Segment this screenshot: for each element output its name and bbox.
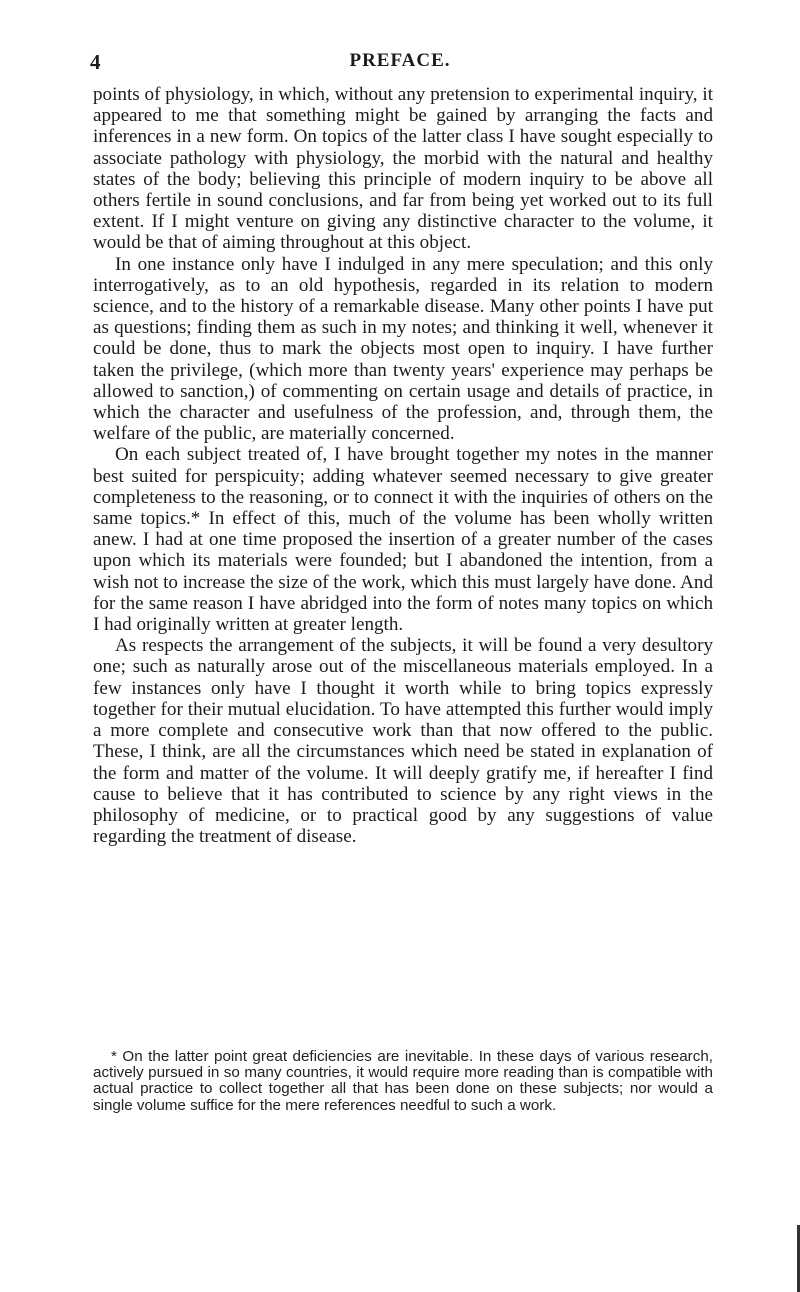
paragraph-4: As respects the arrangement of the subjects, it will be found a very desultory one; such as naturally arose out of the miscellaneous materials employed. In a few instances only have I thought it worth while to bring topics expressly together for their mutual elucidation. To have attempted this further would imply a more complete and consecutive work than that now offered to the public. These, I think, are all the circumstances which need be stated in explanation of the form and matter of the volume. It will deeply gratify me, if hereafter I find cause to believe that it has contributed to science by any right views in the philosophy of medicine, or to practical good by any suggestions of value regarding the treatment of disease.: [93, 635, 713, 848]
body-text: [93, 84, 713, 847]
footnote: [93, 1049, 713, 1114]
header-title: PREFACE.: [349, 50, 451, 71]
running-head: [60, 50, 740, 80]
paragraph-3: On each subject treated of, I have brought together my notes in the manner best suited for perspicuity; adding whatever seemed necessary to give greater completeness to the reasoning, or to connect it with the inquiries of others on the same topics.* In effect of this, much of the volume has been wholly written anew. I had at one time proposed the insertion of a greater number of the cases upon which its materials were founded; but I abandoned the intention, from a wish not to increase the size of the work, which this must largely have done. And for the same reason I have abridged into the form of notes many topics on which I had originally written at greater length.: [93, 444, 713, 636]
paragraph-1: points of physiology, in which, without any pretension to experimental inquiry, it appeared to me that something might be gained by arranging the facts and inferences in a new form. On topics of the latter class I have sought especially to associate pathology with physiology, the morbid with the natural and healthy states of the body; believing this principle of modern inquiry to be above all others fertile in sound conclusions, and far from being yet worked out to its full extent. If I might venture on giving any distinctive character to the volume, it would be that of aiming throughout at this object.: [93, 84, 713, 254]
paragraph-2: In one instance only have I indulged in any mere speculation; and this only interrogatively, as to an old hypothesis, regarded in its relation to modern science, and to the history of a remarkable disease. Many other points I have put as questions; finding them as such in my notes; and thinking it well, whenever it could be done, thus to mark the objects most open to inquiry. I have further taken the privilege, (which more than twenty years' experience may perhaps be allowed to sanction,) of commenting on certain usage and details of practice, in which the character and usefulness of the profession, and, through them, the welfare of the public, are materially concerned.: [93, 253, 713, 445]
page-number: 4: [90, 50, 101, 74]
footnote-text: * On the latter point great deficiencies are inevitable. In these days of various research, actively pursued in so many countries, it would require more reading than is compatible with actual practice to collect together all that has been done on these subjects; nor would a single volume suffice for the mere references needful to such a work.: [93, 1048, 713, 1114]
